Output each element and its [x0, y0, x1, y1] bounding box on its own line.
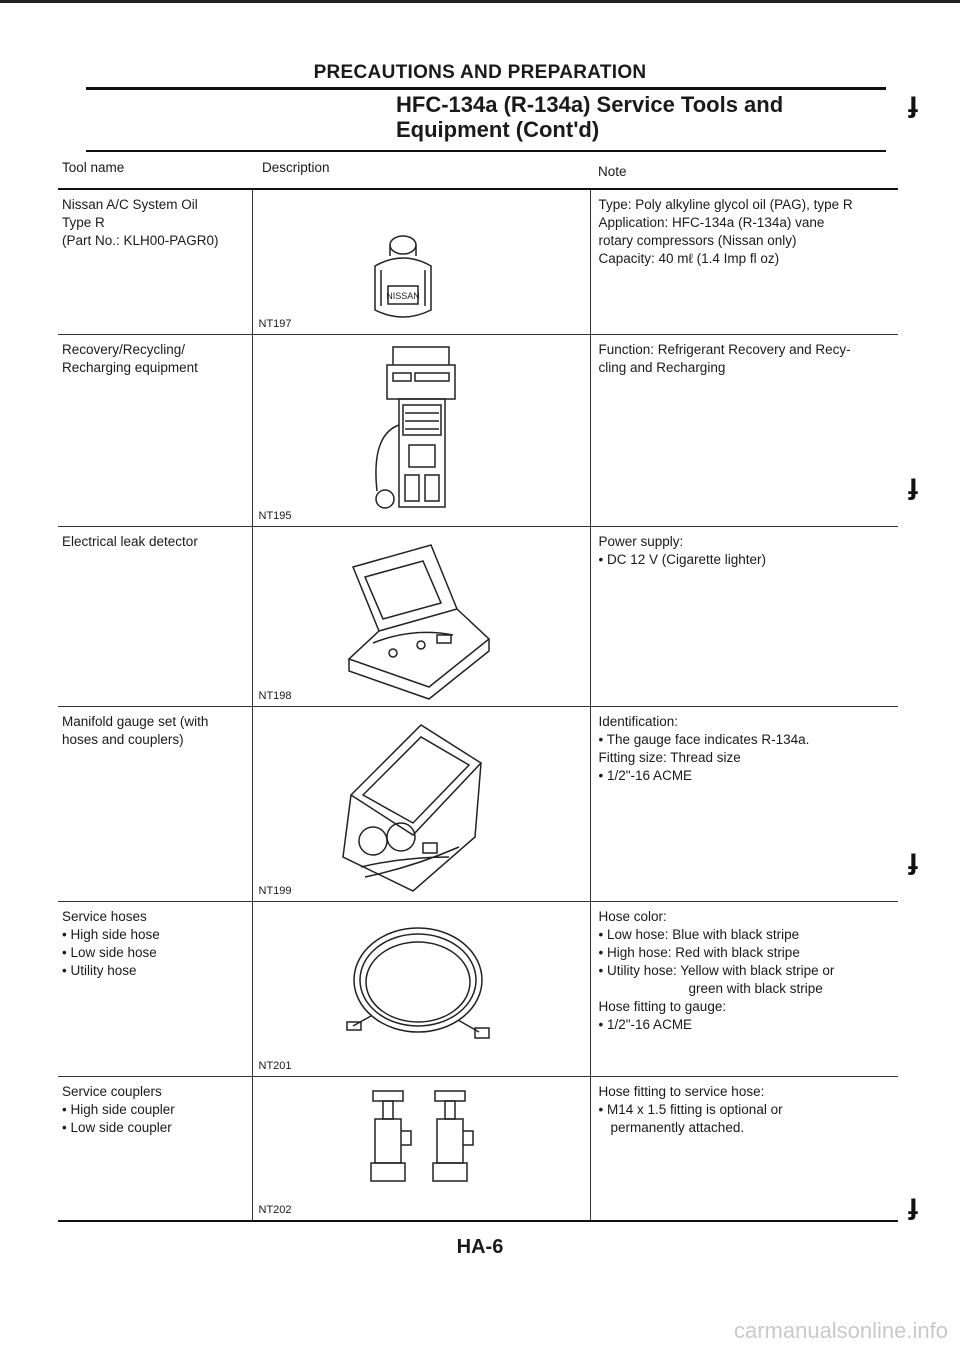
note-line: cling and Recharging — [598, 359, 726, 375]
tool-name-bullet: • Utility hose — [62, 962, 248, 980]
tool-name-cell — [58, 526, 252, 706]
note-bullet: • DC 12 V (Cigarette lighter) — [599, 551, 895, 569]
service-coupler-icon — [253, 1077, 591, 1222]
hook-mark-icon: ɟ — [908, 468, 918, 501]
table-row — [58, 901, 898, 1076]
service-hose-icon — [253, 902, 591, 1077]
page-number: HA-6 — [456, 1236, 504, 1258]
note-cell — [590, 334, 898, 526]
note-bullet: • High hose: Red with black stripe — [599, 944, 895, 962]
hook-mark-icon: ɟ — [908, 1188, 918, 1221]
illustration-code: NT197 — [258, 317, 292, 330]
note-line: Type: Poly alkyline glycol oil (PAG), type R — [598, 197, 853, 212]
tools-table — [58, 155, 898, 1222]
tool-name-bullet: • High side coupler — [62, 1101, 248, 1119]
note-line: Identification: — [598, 713, 679, 729]
manifold-gauge-case-icon — [253, 707, 591, 902]
tool-name-line: Electrical leak detector — [62, 533, 198, 549]
note-bullet: • Low hose: Blue with black stripe — [599, 926, 895, 944]
watermark: carmanualsonline.info — [733, 1318, 948, 1343]
table-row — [58, 706, 898, 901]
note-bullet: • M14 x 1.5 fitting is optional or — [599, 1101, 895, 1119]
tool-name-cell — [58, 706, 252, 901]
description-cell — [252, 334, 590, 526]
header-note: Note — [590, 155, 898, 189]
hook-mark-icon: ɟ — [908, 86, 918, 119]
tool-name-line: Recharging equipment — [62, 359, 198, 375]
note-line: Hose fitting to service hose: — [598, 1083, 765, 1099]
tool-name-line: Recovery/Recycling/ — [62, 341, 186, 357]
note-line: rotary compressors (Nissan only) — [598, 233, 797, 248]
header-rule — [86, 150, 886, 152]
tool-name-cell — [58, 901, 252, 1076]
note-bullet: • 1/2"-16 ACME — [599, 1016, 895, 1034]
table-row — [58, 526, 898, 706]
note-line: Power supply: — [598, 533, 684, 549]
illustration-code: NT198 — [258, 689, 292, 702]
tool-name-line: Type R — [62, 215, 105, 230]
illustration-code: NT199 — [258, 884, 292, 897]
note-line: Application: HFC-134a (R-134a) vane — [598, 215, 825, 230]
description-cell — [252, 1076, 590, 1221]
note-line: Fitting size: Thread size — [598, 749, 741, 765]
tool-name-line: Manifold gauge set (with — [62, 713, 209, 729]
note-indent-line: permanently attached. — [610, 1119, 745, 1135]
table-row — [58, 334, 898, 526]
subtitle-line-2: Equipment (Cont'd) — [396, 117, 600, 142]
note-cell — [590, 706, 898, 901]
description-cell — [252, 526, 590, 706]
note-cell — [590, 189, 898, 334]
top-border — [0, 0, 960, 3]
description-cell — [252, 189, 590, 334]
note-cell — [590, 1076, 898, 1221]
oil-container-icon — [253, 190, 591, 335]
illustration-code: NT201 — [258, 1059, 292, 1072]
note-indent-line: green with black stripe — [688, 980, 823, 996]
description-cell — [252, 901, 590, 1076]
tool-name-cell — [58, 189, 252, 334]
hook-mark-icon: ɟ — [908, 843, 918, 876]
tool-name-bullet: • Low side coupler — [62, 1119, 248, 1137]
oil-brand-label: NISSAN — [385, 291, 420, 301]
note-line: Hose color: — [598, 908, 667, 924]
note-line: Hose fitting to gauge: — [598, 998, 727, 1014]
illustration-code: NT195 — [258, 509, 292, 522]
note-bullet: • Utility hose: Yellow with black stripe or — [599, 962, 895, 980]
table-row — [58, 1076, 898, 1221]
tool-name-line: Service couplers — [62, 1083, 162, 1099]
tool-name-bullet: • High side hose — [62, 926, 248, 944]
tool-name-line: Service hoses — [62, 908, 147, 924]
tool-name-line: hoses and couplers) — [62, 731, 184, 747]
tool-name-cell — [58, 1076, 252, 1221]
note-bullet: • The gauge face indicates R-134a. — [599, 731, 895, 749]
leak-detector-case-icon — [253, 527, 591, 707]
note-line: Capacity: 40 mℓ (1.4 Imp fl oz) — [598, 251, 780, 266]
table-header-row — [58, 155, 898, 189]
header-description: Description — [252, 155, 590, 189]
table-row — [58, 189, 898, 334]
note-line: Function: Refrigerant Recovery and Recy- — [598, 341, 851, 357]
note-cell — [590, 526, 898, 706]
tool-name-bullet: • Low side hose — [62, 944, 248, 962]
recovery-machine-icon — [253, 335, 591, 527]
tool-name-line: Nissan A/C System Oil — [62, 197, 198, 212]
illustration-code: NT202 — [258, 1204, 292, 1216]
tool-name-line: (Part No.: KLH00-PAGR0) — [62, 233, 219, 248]
header-tool-name: Tool name — [58, 155, 252, 189]
title-rule — [86, 87, 886, 90]
note-bullet: • 1/2"-16 ACME — [599, 767, 895, 785]
page-subtitle — [396, 92, 783, 142]
note-cell — [590, 901, 898, 1076]
subtitle-line-1: HFC-134a (R-134a) Service Tools and — [396, 92, 784, 117]
tool-name-cell — [58, 334, 252, 526]
section-title: PRECAUTIONS AND PREPARATION — [313, 62, 647, 83]
description-cell — [252, 706, 590, 901]
